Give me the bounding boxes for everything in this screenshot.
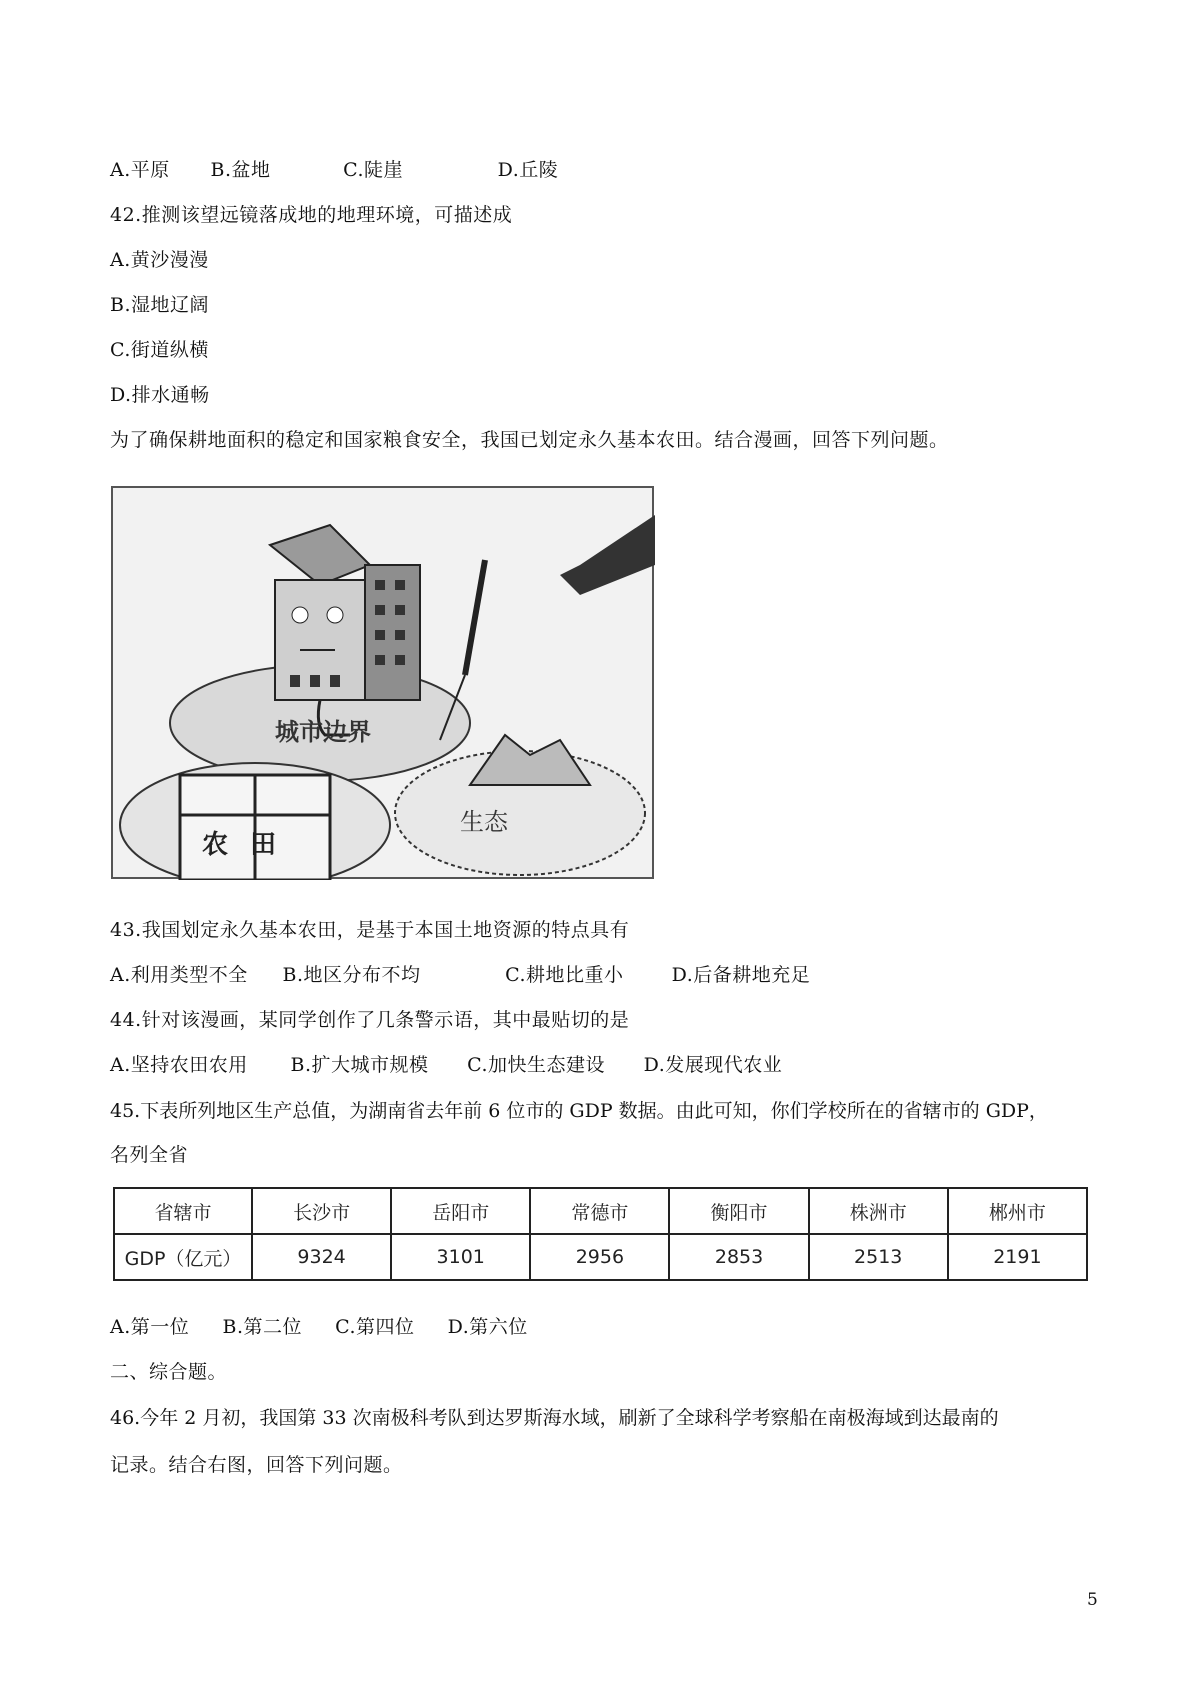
table-cell: 郴州市 (948, 1188, 1087, 1234)
q41-option-b: B.盆地 (210, 159, 271, 181)
q41-option-d: D.丘陵 (497, 159, 559, 181)
cartoon-label-farmland: 农田 (202, 830, 299, 860)
gdp-table (113, 1187, 1088, 1281)
q41-option-a: A.平原 (110, 159, 170, 181)
q45-option-d: D.第六位 (447, 1316, 528, 1338)
q46-line2: 记录。结合右图，回答下列问题。 (110, 1454, 403, 1476)
table-cell: 2956 (530, 1234, 669, 1280)
table-cell: 2853 (669, 1234, 808, 1280)
q41-options (110, 155, 558, 182)
q43-option-a: A.利用类型不全 (110, 964, 248, 986)
table-cell: 3101 (391, 1234, 530, 1280)
q44-stem: 44.针对该漫画，某同学创作了几条警示语，其中最贴切的是 (110, 1009, 630, 1031)
q43-options (110, 960, 810, 987)
q43-option-b: B.地区分布不均 (282, 964, 421, 986)
q42-stem: 42.推测该望远镜落成地的地理环境，可描述成 (110, 204, 513, 226)
q41-option-c: C.陡崖 (343, 159, 403, 181)
q44-option-d: D.发展现代农业 (643, 1054, 783, 1076)
gdp-table-header-row (114, 1188, 1087, 1234)
gdp-table-data-row (114, 1234, 1087, 1280)
q43-stem: 43.我国划定永久基本农田，是基于本国土地资源的特点具有 (110, 919, 630, 941)
q42-option-b: B.湿地辽阔 (110, 294, 210, 316)
q45-option-c: C.第四位 (335, 1316, 415, 1338)
table-cell: 长沙市 (252, 1188, 391, 1234)
q42-option-c: C.街道纵横 (110, 339, 209, 361)
q44-option-b: B.扩大城市规模 (290, 1054, 429, 1076)
q44-option-a: A.坚持农田农用 (110, 1054, 248, 1076)
farmland-cartoon (110, 485, 655, 880)
q45-options (110, 1312, 528, 1339)
table-cell: 9324 (252, 1234, 391, 1280)
table-cell: 常德市 (530, 1188, 669, 1234)
q46-line1: 46.今年 2 月初，我国第 33 次南极科考队到达罗斯海水域，刷新了全球科学考察船在南极海域到达最南的 (110, 1407, 999, 1429)
table-cell: GDP（亿元） (114, 1234, 252, 1280)
table-cell: 株洲市 (809, 1188, 948, 1234)
q42-option-d: D.排水通畅 (110, 384, 210, 406)
q42-option-a: A.黄沙漫漫 (110, 249, 209, 271)
q45-stem-line2: 名列全省 (110, 1144, 189, 1166)
table-cell: 省辖市 (114, 1188, 252, 1234)
table-cell: 2513 (809, 1234, 948, 1280)
table-cell: 衡阳市 (669, 1188, 808, 1234)
section-title: 二、综合题。 (110, 1361, 228, 1383)
table-cell: 岳阳市 (391, 1188, 530, 1234)
intro-paragraph: 为了确保耕地面积的稳定和国家粮食安全，我国已划定永久基本农田。结合漫画，回答下列问题。 (110, 429, 949, 451)
q43-option-c: C.耕地比重小 (505, 964, 624, 986)
cartoon-label-city: 城市边界 (275, 718, 371, 746)
q45-option-a: A.第一位 (110, 1316, 190, 1338)
table-cell: 2191 (948, 1234, 1087, 1280)
q43-option-d: D.后备耕地充足 (671, 964, 811, 986)
q45-stem-line1: 45.下表所列地区生产总值，为湖南省去年前 6 位市的 GDP 数据。由此可知，你们学校所在的省辖市的 GDP， (110, 1100, 1048, 1122)
cartoon-label-ecology: 生态 (460, 808, 508, 836)
q45-option-b: B.第二位 (222, 1316, 303, 1338)
q44-option-c: C.加快生态建设 (467, 1054, 605, 1076)
page-number: 5 (1087, 1590, 1098, 1610)
q44-options (110, 1050, 782, 1077)
